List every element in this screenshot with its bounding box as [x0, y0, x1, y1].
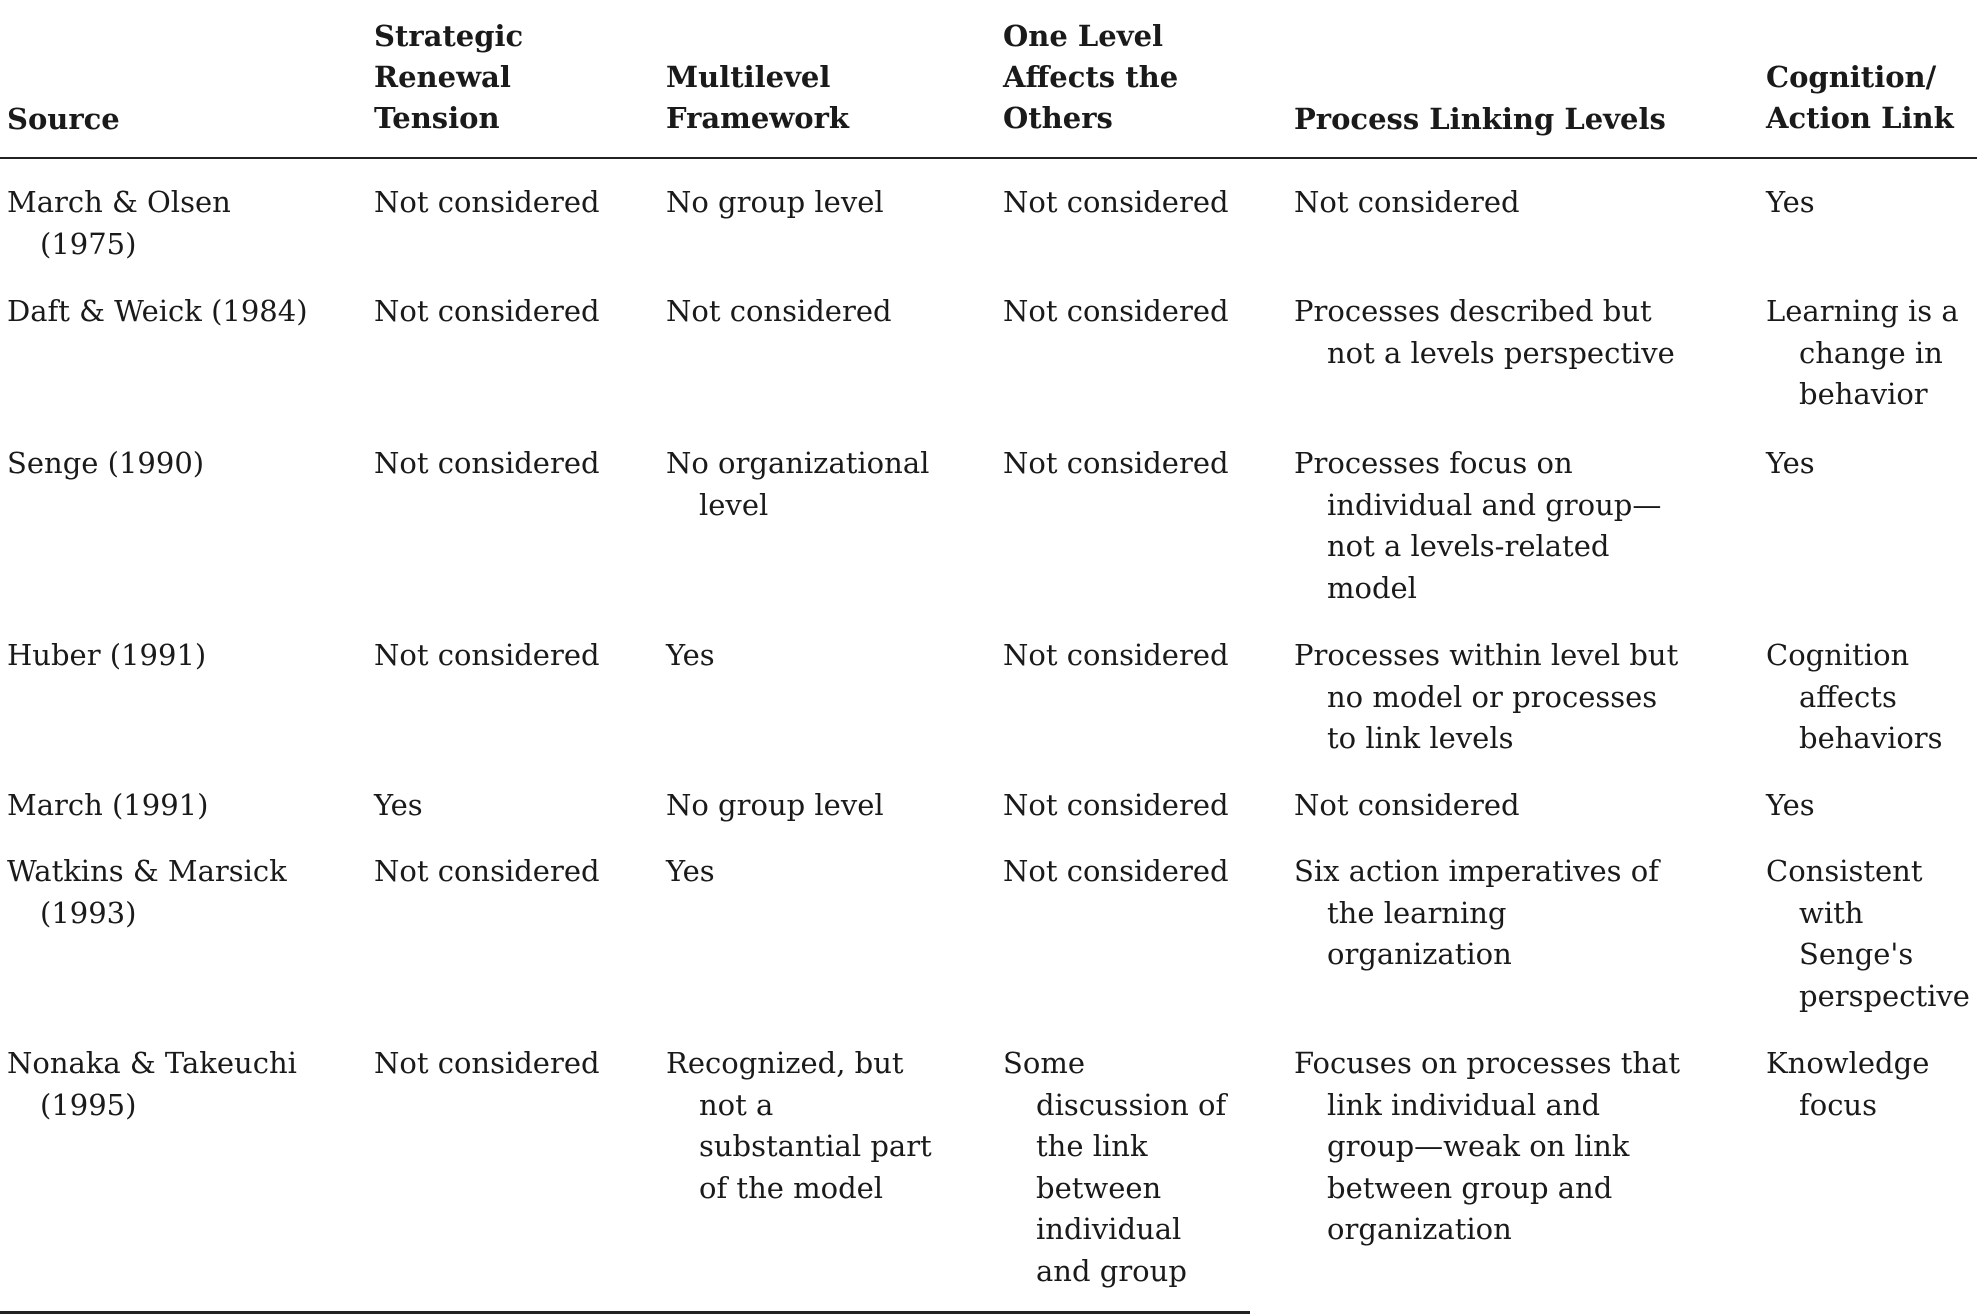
- cell-process-linking-levels: [1294, 182, 1520, 224]
- cell-strategic-renewal-tension: [374, 443, 600, 485]
- cell-one-level-affects-others: [1003, 851, 1229, 893]
- header-cognition-action-link: Cognition/ Action Link: [1766, 60, 1954, 135]
- cell-line: of the model: [699, 1170, 884, 1205]
- header-one-level-affects-others: One Level Affects the Others: [1003, 19, 1179, 135]
- cell-line: individual: [1036, 1212, 1182, 1246]
- cell-line: between: [1036, 1170, 1162, 1205]
- cell-line: model: [1327, 570, 1417, 605]
- header-rule: [0, 157, 1977, 159]
- cell-line: organization: [1327, 1212, 1512, 1246]
- cell-line: with: [1799, 895, 1864, 930]
- header-strategic-renewal-tension: Strategic Renewal Tension: [374, 19, 524, 135]
- cell-one-level-affects-others: [1003, 635, 1229, 677]
- cell-line: not a levels-related: [1327, 529, 1610, 563]
- cell-multilevel-framework: [666, 443, 929, 526]
- cell-line: the link: [1036, 1129, 1148, 1163]
- cell-line: Senge (1990): [7, 446, 205, 480]
- cell-line: Not considered: [666, 294, 892, 328]
- cell-process-linking-levels: [1294, 635, 1678, 760]
- cell-line: not a: [699, 1087, 774, 1122]
- cell-line: Focuses on processes that: [1294, 1046, 1681, 1080]
- cell-line: Processes within level but: [1294, 638, 1679, 672]
- cell-line: Yes: [1766, 185, 1815, 219]
- header-source: Source: [7, 102, 120, 136]
- cell-line: Cognition: [1766, 638, 1910, 672]
- cell-multilevel-framework: [666, 291, 892, 333]
- cell-line: Not considered: [374, 446, 600, 480]
- cell-line: perspective: [1799, 978, 1970, 1013]
- cell-line: Not considered: [374, 854, 600, 888]
- cell-line: the learning: [1327, 895, 1507, 930]
- cell-strategic-renewal-tension: [374, 291, 600, 333]
- cell-line: Yes: [666, 638, 715, 672]
- cell-cognition-action-link: [1766, 443, 1815, 485]
- cell-line: individual and group—: [1327, 487, 1662, 522]
- cell-process-linking-levels: [1294, 785, 1520, 827]
- cell-line: focus: [1799, 1087, 1877, 1122]
- cell-cognition-action-link: [1766, 1043, 1929, 1126]
- cell-line: No group level: [666, 185, 884, 219]
- cell-line: Yes: [374, 788, 423, 822]
- cell-source: [7, 443, 204, 485]
- cell-line: discussion of: [1036, 1087, 1227, 1122]
- cell-line: Some: [1003, 1046, 1085, 1080]
- cell-line: Not considered: [374, 638, 600, 672]
- cell-line: Processes focus on: [1294, 446, 1573, 480]
- cell-multilevel-framework: [666, 182, 884, 224]
- cell-line: Not considered: [1003, 446, 1229, 480]
- cell-process-linking-levels: [1294, 1043, 1680, 1251]
- cell-line: (1993): [40, 895, 137, 930]
- cell-cognition-action-link: [1766, 182, 1815, 224]
- cell-one-level-affects-others: [1003, 785, 1229, 827]
- cell-source: [7, 1043, 297, 1126]
- cell-strategic-renewal-tension: [374, 785, 423, 827]
- cell-line: behavior: [1799, 377, 1928, 411]
- cell-cognition-action-link: [1766, 635, 1943, 760]
- cell-line: Processes described but: [1294, 294, 1652, 328]
- cell-cognition-action-link: [1766, 291, 1959, 416]
- cell-line: Not considered: [1294, 185, 1520, 219]
- cell-line: link individual and: [1327, 1087, 1601, 1122]
- cell-line: Not considered: [1003, 638, 1229, 672]
- cell-source: [7, 851, 287, 934]
- cell-source: [7, 182, 231, 265]
- cell-line: Nonaka & Takeuchi: [7, 1046, 297, 1080]
- cell-line: No group level: [666, 788, 884, 822]
- cell-line: Not considered: [374, 1046, 600, 1080]
- cell-line: Watkins & Marsick: [7, 854, 287, 888]
- cell-line: behaviors: [1799, 721, 1943, 755]
- cell-strategic-renewal-tension: [374, 182, 600, 224]
- cell-line: Not considered: [1003, 854, 1229, 888]
- cell-source: [7, 291, 308, 333]
- cell-cognition-action-link: [1766, 851, 1970, 1017]
- cell-line: Recognized, but: [666, 1046, 904, 1080]
- cell-source: [7, 635, 206, 677]
- cell-line: Huber (1991): [7, 638, 207, 672]
- cell-one-level-affects-others: [1003, 443, 1229, 485]
- cell-one-level-affects-others: [1003, 1043, 1226, 1292]
- cell-line: Not considered: [1003, 294, 1229, 328]
- cell-line: Daft & Weick (1984): [7, 294, 308, 328]
- cell-line: Not considered: [1003, 788, 1229, 822]
- cell-line: organization: [1327, 937, 1512, 971]
- cell-cognition-action-link: [1766, 785, 1815, 827]
- cell-one-level-affects-others: [1003, 291, 1229, 333]
- cell-process-linking-levels: [1294, 291, 1675, 374]
- table-bottom-rule: [0, 1311, 1250, 1314]
- cell-line: affects: [1799, 679, 1897, 714]
- cell-line: Not considered: [1003, 185, 1229, 219]
- cell-line: group—weak on link: [1327, 1129, 1630, 1163]
- cell-line: Six action imperatives of: [1294, 854, 1659, 888]
- cell-line: Not considered: [374, 294, 600, 328]
- cell-multilevel-framework: [666, 635, 715, 677]
- header-process-linking-levels: Process Linking Levels: [1294, 102, 1666, 136]
- cell-line: Yes: [1766, 446, 1815, 480]
- cell-line: Not considered: [1294, 788, 1520, 822]
- cell-line: level: [699, 487, 769, 522]
- cell-line: March & Olsen: [7, 185, 231, 219]
- cell-multilevel-framework: [666, 1043, 932, 1209]
- cell-line: No organizational: [666, 446, 930, 480]
- cell-line: between group and: [1327, 1170, 1613, 1205]
- cell-line: Knowledge: [1766, 1046, 1930, 1080]
- cell-line: Senge's: [1799, 937, 1914, 971]
- cell-line: Yes: [666, 854, 715, 888]
- cell-multilevel-framework: [666, 851, 715, 893]
- cell-line: no model or processes: [1327, 679, 1658, 714]
- header-multilevel-framework: Multilevel Framework: [666, 60, 849, 135]
- cell-line: Yes: [1766, 788, 1815, 822]
- cell-process-linking-levels: [1294, 851, 1659, 976]
- cell-multilevel-framework: [666, 785, 884, 827]
- cell-line: and group: [1036, 1253, 1187, 1288]
- cell-source: [7, 785, 208, 827]
- cell-line: Not considered: [374, 185, 600, 219]
- cell-line: (1995): [40, 1087, 137, 1122]
- cell-strategic-renewal-tension: [374, 851, 600, 893]
- cell-line: Consistent: [1766, 854, 1923, 888]
- cell-process-linking-levels: [1294, 443, 1661, 609]
- cell-one-level-affects-others: [1003, 182, 1229, 224]
- cell-line: substantial part: [699, 1129, 932, 1163]
- cell-line: change in: [1799, 335, 1943, 370]
- cell-line: to link levels: [1327, 721, 1514, 755]
- cell-line: Learning is a: [1766, 294, 1959, 328]
- cell-line: (1975): [40, 226, 137, 261]
- cell-line: March (1991): [7, 788, 209, 822]
- cell-strategic-renewal-tension: [374, 635, 600, 677]
- cell-line: not a levels perspective: [1327, 335, 1675, 370]
- cell-strategic-renewal-tension: [374, 1043, 600, 1085]
